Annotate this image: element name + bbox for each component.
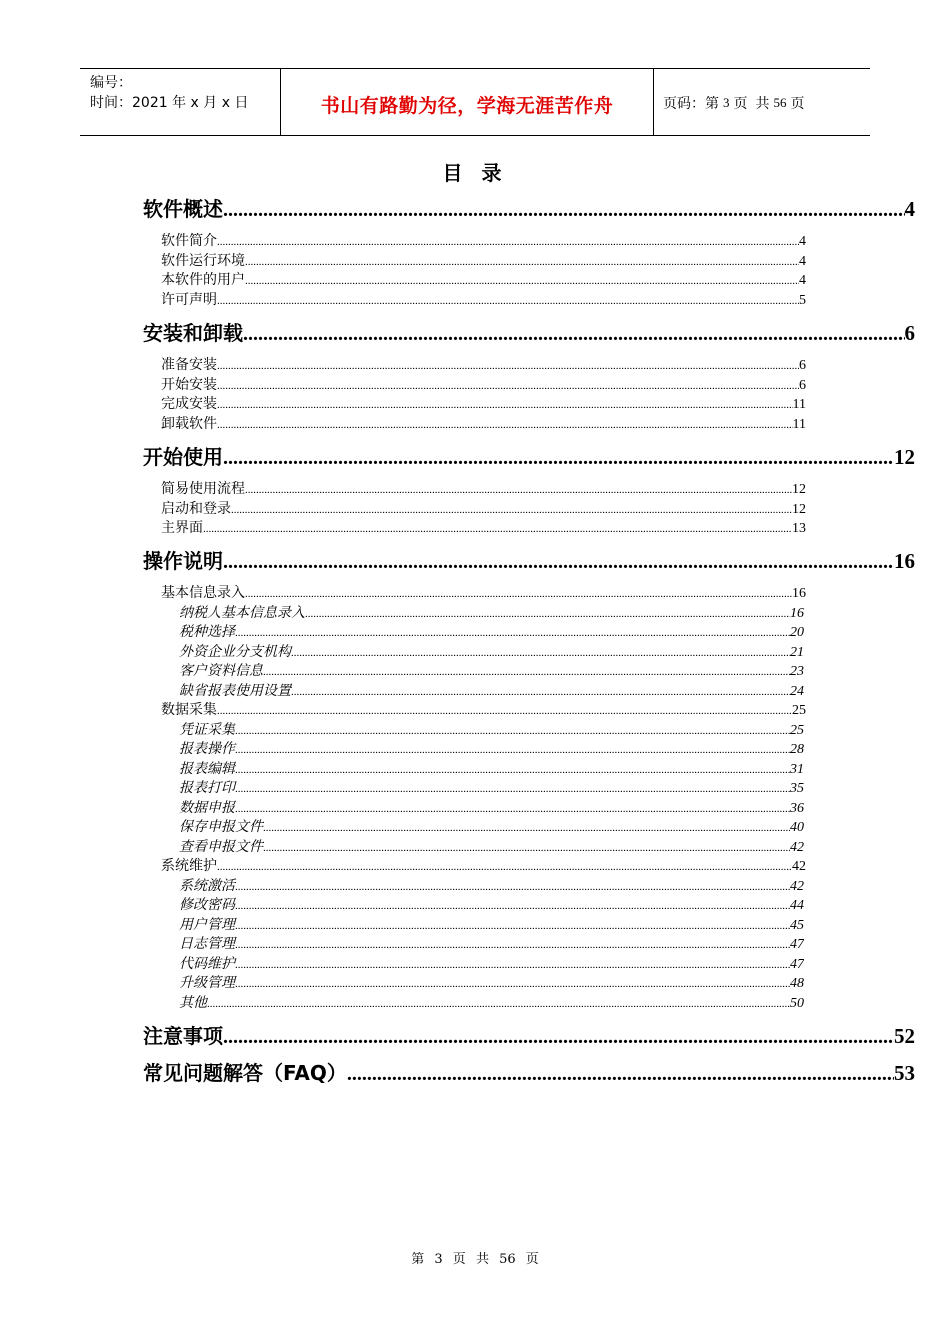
toc-entry-page: 4 <box>799 253 806 269</box>
page-footer <box>0 1248 950 1267</box>
toc-entry-page: 16 <box>790 605 804 621</box>
toc-entry[interactable] <box>143 441 915 471</box>
toc-leader-dots <box>245 256 799 268</box>
toc-entry-title: 报表操作 <box>179 741 235 757</box>
toc-leader-dots <box>245 275 799 287</box>
toc-leader-dots <box>235 725 790 737</box>
toc-entry-page: 25 <box>792 703 806 718</box>
toc-entry-title: 数据申报 <box>179 799 235 816</box>
toc-leader-dots <box>235 881 790 893</box>
toc-entry[interactable] <box>179 953 804 973</box>
toc-entry[interactable] <box>179 738 804 758</box>
toc-leader-dots <box>235 959 790 971</box>
header-page-info <box>654 71 870 135</box>
toc-entry-page: 12 <box>894 445 915 469</box>
toc-leader-dots <box>231 504 792 516</box>
header-motto: 书山有路勤为径，学海无涯苦作舟 <box>320 94 614 117</box>
toc-entry[interactable] <box>161 699 806 719</box>
toc-entry-title: 外资企业分支机构 <box>179 643 291 660</box>
toc-entry-page: 52 <box>894 1024 915 1048</box>
toc-entry[interactable] <box>161 250 806 270</box>
toc-entry-title: 税种选择 <box>179 624 235 640</box>
toc-entry[interactable] <box>161 582 806 602</box>
toc-leader-dots <box>223 1026 894 1049</box>
toc-entry-title: 客户资料信息 <box>179 663 263 679</box>
toc-leader-dots <box>245 588 792 600</box>
toc-leader-dots <box>217 705 792 717</box>
page-current: 3 <box>723 95 730 110</box>
toc-leader-dots <box>207 998 790 1010</box>
toc-leader-dots <box>235 744 790 756</box>
toc-entry[interactable] <box>179 777 804 797</box>
toc-entry[interactable] <box>179 933 804 953</box>
toc-leader-dots <box>235 764 790 776</box>
toc-entry[interactable] <box>161 269 806 289</box>
page-header <box>80 68 870 136</box>
toc-entry[interactable] <box>179 894 804 914</box>
toc-entry[interactable] <box>161 289 806 309</box>
toc-entry-title: 操作说明 <box>143 549 223 573</box>
toc-entry-page: 20 <box>790 625 804 640</box>
total-label: 共 <box>755 96 770 112</box>
toc-entry-title: 查看申报文件 <box>179 838 263 855</box>
toc-entry-title: 报表打印 <box>179 780 235 796</box>
toc-entry-page: 16 <box>792 586 806 601</box>
toc-entry-title: 凭证采集 <box>179 721 235 738</box>
toc-leader-dots <box>217 236 799 248</box>
toc-entry[interactable] <box>179 758 804 778</box>
footer-prefix: 第 <box>411 1252 425 1267</box>
toc-entry-title: 数据采集 <box>161 702 217 718</box>
toc-leader-dots <box>263 822 790 834</box>
toc-entry[interactable] <box>161 478 806 498</box>
toc-entry-page: 42 <box>790 878 804 894</box>
toc-entry-title: 软件概述 <box>143 197 223 221</box>
toc-entry-title: 报表编辑 <box>179 760 235 777</box>
toc-entry-title: 本软件的用户 <box>161 272 245 288</box>
toc-leader-dots <box>203 523 792 535</box>
toc-entry-page: 4 <box>799 273 806 288</box>
toc-leader-dots <box>223 199 905 222</box>
toc-leader-dots <box>235 920 790 932</box>
toc-entry-title: 开始使用 <box>143 445 223 469</box>
toc-entry[interactable] <box>161 393 806 413</box>
footer-current-page: 3 <box>434 1252 443 1267</box>
toc-leader-dots <box>245 484 792 496</box>
toc-entry-page: 25 <box>790 722 804 738</box>
toc-entry[interactable] <box>179 914 804 934</box>
toc-title: 目 录 <box>442 161 508 185</box>
toc-entry[interactable] <box>179 972 804 992</box>
toc-entry[interactable] <box>143 317 915 347</box>
toc-entry-title: 完成安装 <box>161 396 217 412</box>
toc-entry-page: 5 <box>799 292 806 308</box>
toc-entry-page: 11 <box>792 416 806 432</box>
toc-entry[interactable] <box>161 230 806 250</box>
toc-entry[interactable] <box>161 855 806 875</box>
toc-entry[interactable] <box>143 545 915 575</box>
toc-entry[interactable] <box>179 621 804 641</box>
toc-entry-title: 开始安装 <box>161 376 217 393</box>
toc-entry-page: 48 <box>790 976 804 991</box>
toc-entry-title: 主界面 <box>161 520 203 536</box>
toc-entry-page: 31 <box>790 761 804 777</box>
total-unit: 页 <box>790 96 805 112</box>
toc-entry[interactable] <box>161 354 806 374</box>
toc-leader-dots <box>291 686 790 698</box>
toc-leader-dots <box>263 842 790 854</box>
toc-leader-dots <box>217 399 793 411</box>
toc-leader-dots <box>223 447 894 470</box>
toc-leader-dots <box>347 1063 894 1086</box>
header-meta <box>80 69 281 135</box>
toc-entry-page: 45 <box>790 917 804 933</box>
toc-entry-page: 23 <box>790 664 804 679</box>
toc-entry-page: 12 <box>792 501 806 517</box>
toc-entry-title: 准备安装 <box>161 357 217 373</box>
toc-entry[interactable] <box>161 413 806 433</box>
toc-entry-page: 11 <box>792 397 806 412</box>
document-time: 时间：2021 年 x 月 x 日 <box>90 95 249 111</box>
toc-entry-title: 用户管理 <box>179 916 235 933</box>
page-unit: 页 <box>733 96 748 112</box>
header-motto-cell <box>281 69 654 135</box>
toc-entry[interactable] <box>179 875 804 895</box>
document-number-label: 编号： <box>90 75 132 91</box>
toc-entry-page: 35 <box>790 781 804 796</box>
toc-leader-dots <box>223 551 894 574</box>
toc-entry-page: 36 <box>790 800 804 816</box>
toc-entry-title: 安装和卸载 <box>143 321 243 345</box>
toc-entry-page: 42 <box>792 859 806 874</box>
toc-entry-title: 启动和登录 <box>161 500 231 517</box>
toc-entry-title: 简易使用流程 <box>161 481 245 497</box>
toc-entry-page: 53 <box>894 1061 915 1085</box>
toc-entry[interactable] <box>179 816 804 836</box>
toc-entry[interactable] <box>161 374 806 394</box>
toc-entry-page: 12 <box>792 482 806 497</box>
toc-leader-dots <box>235 900 790 912</box>
toc-entry-page: 42 <box>790 839 804 855</box>
toc-entry[interactable] <box>179 992 804 1012</box>
toc-entry[interactable] <box>179 680 804 700</box>
page-label: 页码：第 <box>663 96 719 112</box>
toc-entry[interactable] <box>179 836 804 856</box>
toc-leader-dots <box>217 861 792 873</box>
toc-entry-page: 13 <box>792 521 806 536</box>
toc-entry-title: 许可声明 <box>161 291 217 308</box>
toc-entry-title: 系统维护 <box>161 858 217 874</box>
toc-entry-page: 6 <box>799 358 806 373</box>
toc-entry-page: 6 <box>904 321 915 345</box>
footer-total-pages: 56 <box>499 1252 516 1267</box>
toc-leader-dots <box>235 783 790 795</box>
toc-entry-title: 修改密码 <box>179 897 235 913</box>
toc-entry-title: 纳税人基本信息录入 <box>179 604 305 621</box>
page-total: 56 <box>773 95 787 110</box>
toc-leader-dots <box>235 978 790 990</box>
toc-leader-dots <box>235 939 790 951</box>
toc-entry[interactable] <box>143 193 915 223</box>
toc-entry[interactable] <box>179 660 804 680</box>
toc-entry-title: 升级管理 <box>179 975 235 991</box>
toc-entry-title: 基本信息录入 <box>161 585 245 601</box>
toc-leader-dots <box>235 803 790 815</box>
toc-entry-title: 保存申报文件 <box>179 819 263 835</box>
toc-entry-page: 50 <box>790 995 804 1011</box>
footer-total-label: 共 <box>475 1252 489 1267</box>
toc-entry-page: 24 <box>790 683 804 699</box>
toc-entry-page: 28 <box>790 742 804 757</box>
toc-entry-title: 日志管理 <box>179 936 235 952</box>
toc-entry[interactable] <box>143 1020 915 1050</box>
toc-leader-dots <box>243 323 905 346</box>
toc-entry-page: 47 <box>790 956 804 972</box>
toc-leader-dots <box>217 419 793 431</box>
toc-entry-page: 40 <box>790 820 804 835</box>
toc-entry[interactable] <box>179 797 804 817</box>
toc-entry[interactable] <box>179 641 804 661</box>
footer-unit: 页 <box>452 1252 466 1267</box>
toc-entry-title: 系统激活 <box>179 877 235 894</box>
toc-leader-dots <box>305 608 790 620</box>
toc-leader-dots <box>217 380 799 392</box>
toc-entry-page: 21 <box>790 644 804 660</box>
toc-entry-page: 47 <box>790 937 804 952</box>
toc-entry-page: 4 <box>904 197 915 221</box>
toc-leader-dots <box>217 360 799 372</box>
toc-entry-title: 其他 <box>179 994 207 1011</box>
toc-entry-title: 代码维护 <box>179 955 235 972</box>
footer-unit-2: 页 <box>525 1252 539 1267</box>
toc-leader-dots <box>263 666 790 678</box>
toc-leader-dots <box>217 295 799 307</box>
toc-entry-title: 卸载软件 <box>161 415 217 432</box>
toc-entry-page: 16 <box>894 549 915 573</box>
toc-entry-title: 软件简介 <box>161 233 217 249</box>
toc-entry[interactable] <box>179 719 804 739</box>
toc-entry[interactable] <box>161 517 806 537</box>
toc-entry-title: 常见问题解答（FAQ） <box>143 1061 347 1085</box>
toc-entry-page: 4 <box>799 234 806 249</box>
toc-entry-title: 软件运行环境 <box>161 252 245 269</box>
toc-entry-title: 缺省报表使用设置 <box>179 682 291 699</box>
toc-entry-page: 44 <box>790 898 804 913</box>
toc-entry-title: 注意事项 <box>143 1024 223 1048</box>
toc-entry-page: 6 <box>799 377 806 393</box>
toc-entry[interactable] <box>161 498 806 518</box>
toc-leader-dots <box>235 627 790 639</box>
toc-entry[interactable] <box>143 1057 915 1087</box>
toc-leader-dots <box>291 647 790 659</box>
toc-entry[interactable] <box>179 602 804 622</box>
